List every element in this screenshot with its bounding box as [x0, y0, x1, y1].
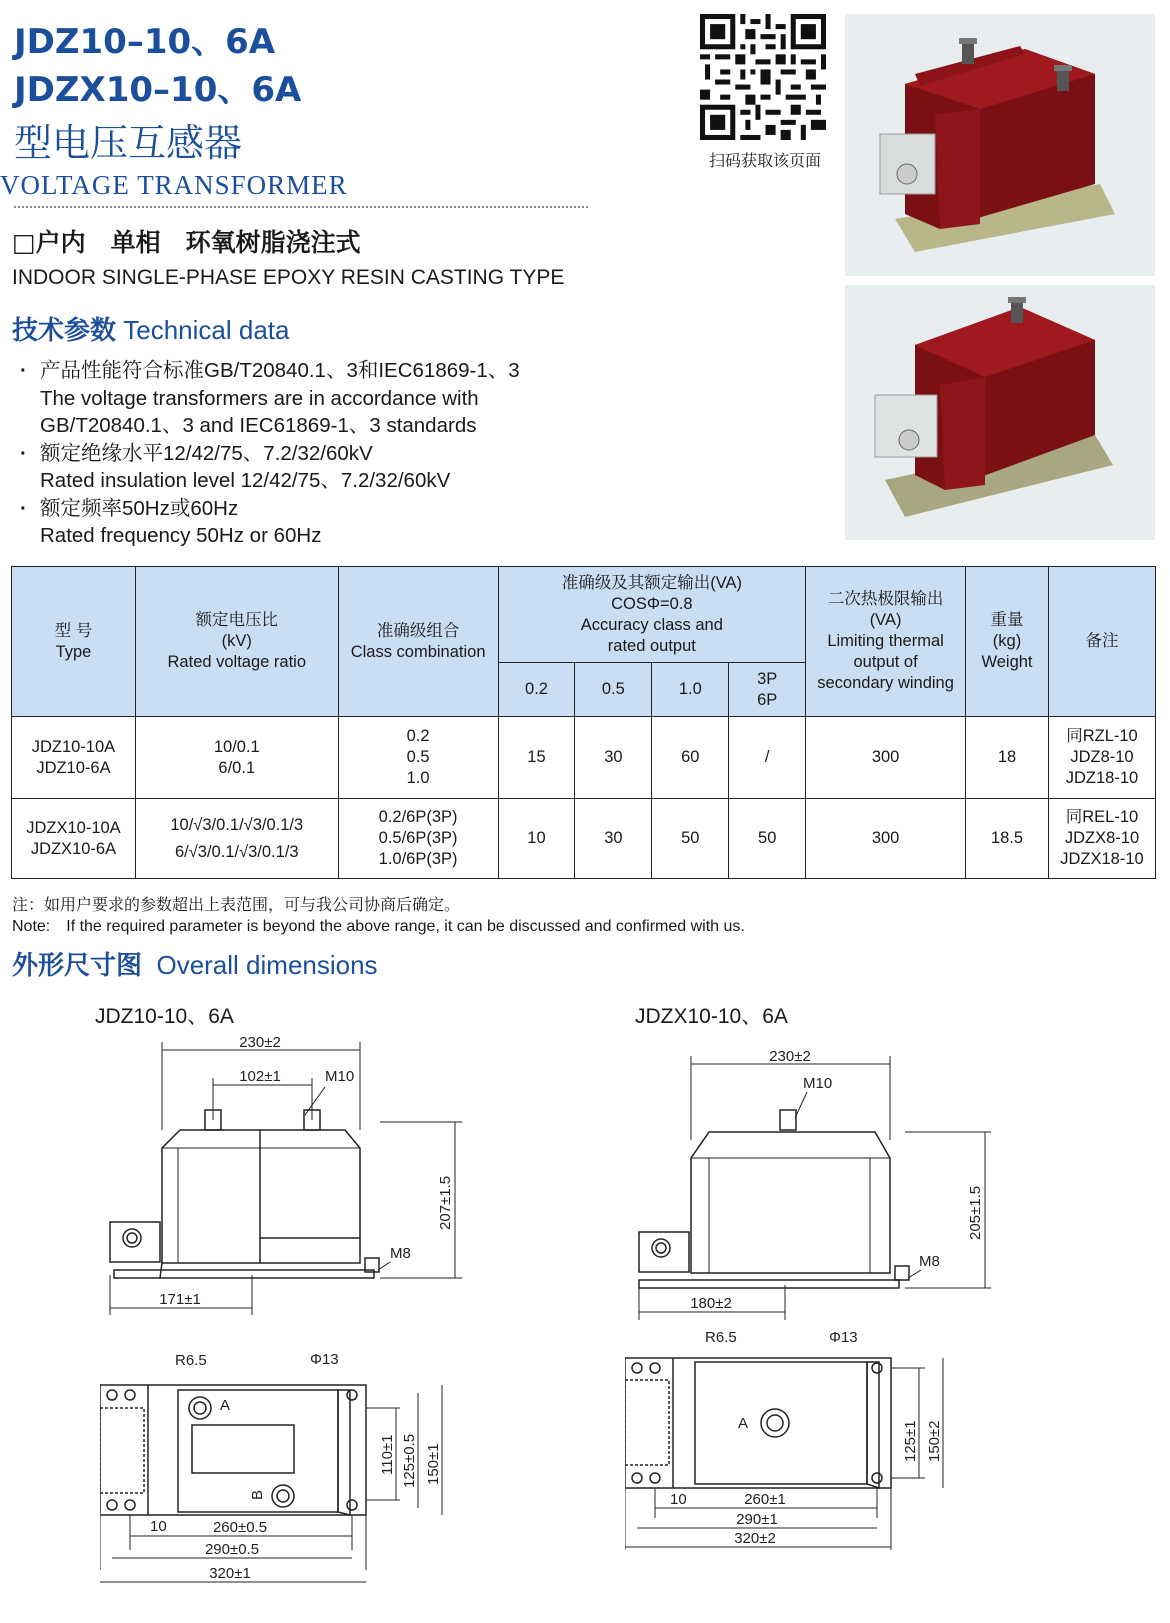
type-description-en: INDOOR SINGLE-PHASE EPOXY RESIN CASTING TYPE [12, 266, 565, 289]
cell-class: 0.2/6P(3P) 0.5/6P(3P) 1.0/6P(3P) [338, 799, 498, 879]
bullet-standards-cn: · 产品性能符合标准GB/T20840.1、3和IEC61869-1、3 [18, 357, 520, 385]
dim-width: 230±2 [769, 1048, 811, 1065]
header-ratio: 额定电压比 (kV) Rated voltage ratio [135, 567, 338, 717]
dimension-drawing-jdz [100, 1030, 520, 1600]
header-accuracy: 准确级及其额定输出(VA) COSΦ=0.8 Accuracy class and rated output [498, 567, 806, 663]
cell-remark: 同REL-10 JDZX8-10 JDZX18-10 [1048, 799, 1155, 879]
dim-base: 171±1 [159, 1291, 201, 1308]
header-class: 准确级组合 Class combination [338, 567, 498, 717]
plan-290: 290±0.5 [204, 1541, 260, 1558]
dim-height: 205±1.5 [967, 1185, 984, 1240]
dim-bolt-spacing: 102±1 [239, 1068, 281, 1085]
cell-05: 30 [575, 717, 652, 799]
plan-radius: R6.5 [705, 1329, 737, 1346]
plan-phi: Φ13 [829, 1329, 858, 1346]
plan-260: 260±0.5 [212, 1519, 268, 1536]
header-type: 型 号 Type [12, 567, 136, 717]
bullet-frequency-cn: · 额定频率50Hz或60Hz [18, 495, 520, 523]
cell-10: 50 [652, 799, 729, 879]
plan-320: 320±2 [734, 1530, 776, 1547]
plan-320: 320±1 [209, 1565, 251, 1582]
header-remark: 备注 [1048, 567, 1155, 717]
header-weight: 重量 (kg) Weight [966, 567, 1049, 717]
drawing-label-jdzx: JDZX10-10、6A [635, 1005, 788, 1028]
cell-10: 60 [652, 717, 729, 799]
plan-125: 125±1 [902, 1420, 919, 1462]
dim-m8: M8 [390, 1245, 411, 1262]
cell-class: 0.2 0.5 1.0 [338, 717, 498, 799]
header-thermal: 二次热极限输出 (VA) Limiting thermal output of secondary winding [806, 567, 966, 717]
cell-3p: / [729, 717, 806, 799]
plan-110: 110±1 [379, 1434, 396, 1475]
header-class-05: 0.5 [575, 663, 652, 717]
plan-10: 10 [670, 1491, 687, 1508]
dim-base: 180±2 [690, 1295, 732, 1312]
product-title-line2: JDZX10–10、6A [14, 70, 302, 110]
dim-m8: M8 [919, 1253, 940, 1270]
header-class-10: 1.0 [652, 663, 729, 717]
plan-150: 150±2 [926, 1420, 943, 1462]
cell-ratio: 10/0.1 6/0.1 [135, 717, 338, 799]
cell-thermal: 300 [806, 717, 966, 799]
plan-150: 150±1 [425, 1443, 442, 1485]
cell-type: JDZ10-10A JDZ10-6A [12, 717, 136, 799]
plan-260: 260±1 [744, 1491, 786, 1508]
dim-width: 230±2 [239, 1034, 281, 1051]
drawing-label-jdz: JDZ10-10、6A [95, 1005, 234, 1028]
header-class-02: 0.2 [498, 663, 575, 717]
cell-type: JDZX10-10A JDZX10-6A [12, 799, 136, 879]
cell-02: 15 [498, 717, 575, 799]
dimensions-heading: 外形尺寸图 Overall dimensions [12, 950, 378, 981]
product-title-en: VOLTAGE TRANSFORMER [0, 170, 348, 200]
cell-thermal: 300 [806, 799, 966, 879]
cell-ratio: 10/√3/0.1/√3/0.1/3 6/√3/0.1/√3/0.1/3 [135, 799, 338, 879]
bullet-insulation-en: Rated insulation level 12/42/75、7.2/32/60kV [40, 469, 451, 492]
cell-3p: 50 [729, 799, 806, 879]
dimension-drawing-jdzx [625, 1040, 1035, 1600]
cell-remark: 同RZL-10 JDZ8-10 JDZ18-10 [1048, 717, 1155, 799]
plan-radius: R6.5 [175, 1352, 207, 1369]
product-photo-jdzx [845, 285, 1155, 540]
qr-code-icon[interactable] [700, 14, 826, 140]
cell-02: 10 [498, 799, 575, 879]
cell-05: 30 [575, 799, 652, 879]
dim-m10: M10 [325, 1068, 355, 1085]
plan-125: 125±0.5 [401, 1433, 418, 1488]
bullet-insulation-cn: · 额定绝缘水平12/42/75、7.2/32/60kV [18, 440, 520, 468]
cell-weight: 18 [966, 717, 1049, 799]
technical-data-list [18, 357, 520, 550]
note-cn: 注：如用户要求的参数超出上表范围，可与我公司协商后确定。 [12, 895, 461, 914]
dim-height: 207±1.5 [437, 1175, 454, 1230]
product-photo-jdz [845, 14, 1155, 276]
type-description-cn: □户内 单相 环氧树脂浇注式 [12, 228, 361, 257]
product-title-line1: JDZ10–10、6A [14, 22, 276, 62]
bullet-standards-en2: GB/T20840.1、3 and IEC61869-1、3 standards [40, 414, 477, 437]
product-title-cn: 型电压互感器 [14, 121, 243, 165]
header-class-3p6p: 3P 6P [729, 663, 806, 717]
note-en: Note: If the required parameter is beyond the above range, it can be discussed and confirmed with us. [12, 918, 745, 935]
spec-table [11, 566, 1156, 879]
qr-caption: 扫码获取该页面 [708, 151, 821, 170]
cell-weight: 18.5 [966, 799, 1049, 879]
dotted-divider [14, 206, 588, 208]
table-row [12, 717, 1156, 799]
plan-phi: Φ13 [310, 1351, 339, 1368]
plan-a: A [220, 1397, 231, 1414]
bullet-frequency-en: Rated frequency 50Hz or 60Hz [40, 524, 322, 547]
plan-10: 10 [150, 1518, 167, 1535]
table-row [12, 799, 1156, 879]
dim-m10: M10 [803, 1075, 833, 1092]
plan-a: A [738, 1415, 749, 1432]
plan-290: 290±1 [736, 1511, 778, 1528]
technical-data-heading: 技术参数 Technical data [12, 315, 290, 346]
bullet-standards-en1: The voltage transformers are in accordance with [40, 386, 479, 410]
plan-b: B [249, 1489, 266, 1500]
